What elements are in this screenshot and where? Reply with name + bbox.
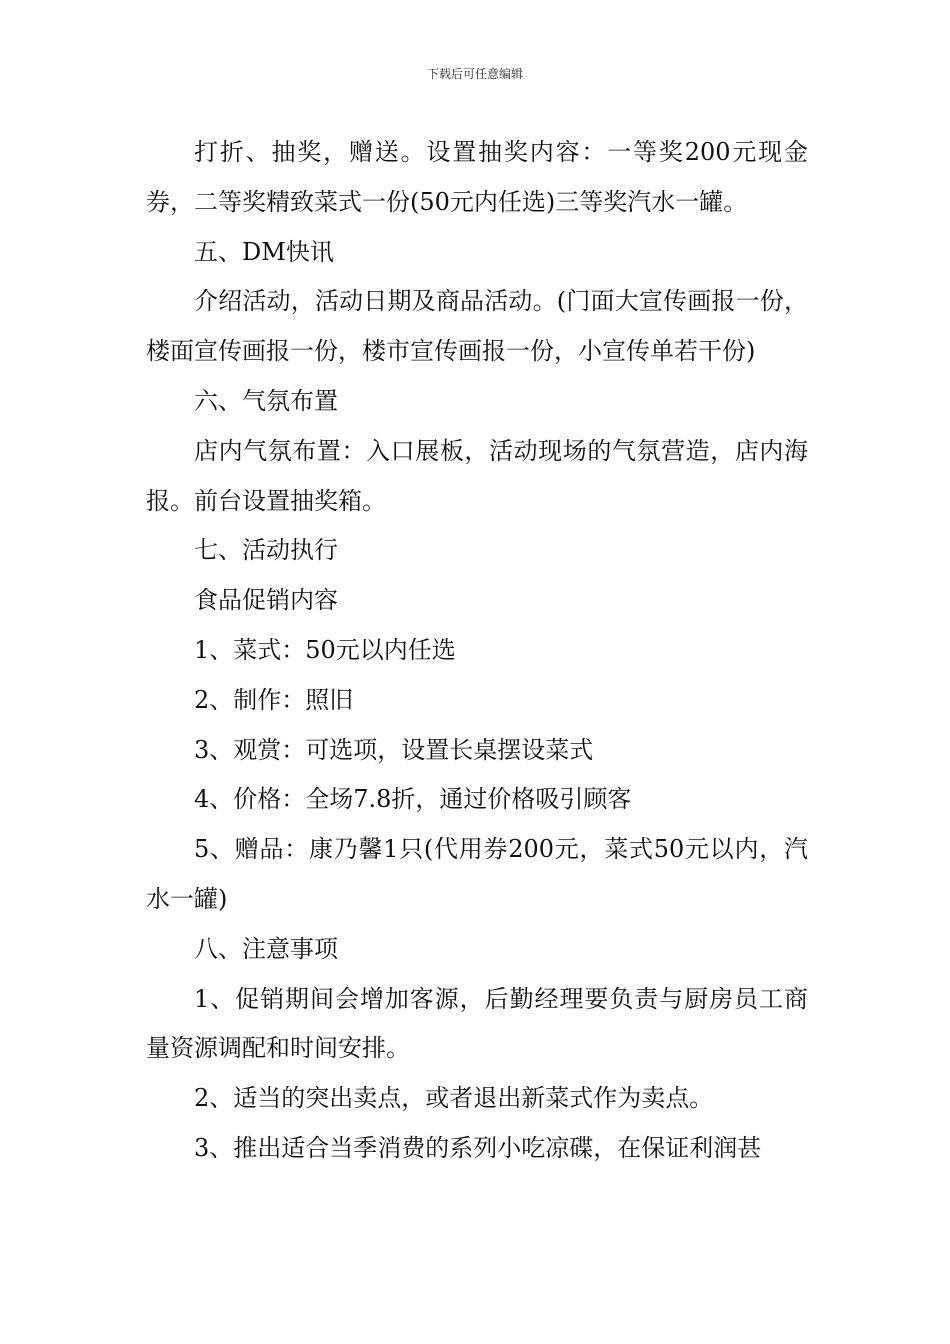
section-heading-notes: 八、注意事项: [194, 934, 338, 963]
paragraph-dm-news: 介绍活动，活动日期及商品活动。(门面大宣传画报一份，楼面宣传画报一份，楼市宣传画报一份，小宣传单若干份): [146, 287, 808, 366]
paragraph-atmosphere: 店内气氛布置：入口展板，活动现场的气氛营造，店内海报。前台设置抽奖箱。: [146, 436, 808, 515]
list-item-display: 3、观赏：可选项，设置长桌摆设菜式: [194, 735, 594, 764]
section-heading-atmosphere: 六、气氛布置: [194, 386, 338, 415]
section-heading-dm-news: 五、DM快讯: [194, 237, 334, 266]
list-item-preparation: 2、制作：照旧: [194, 685, 354, 714]
paragraph-lottery-prizes: 打折、抽奖，赠送。设置抽奖内容：一等奖200元现金券，二等奖精致菜式一份(50元内任选)三等奖汽水一罐。: [146, 138, 808, 216]
list-item-note-selling-points: 2、适当的突出卖点，或者退出新菜式作为卖点。: [194, 1084, 714, 1113]
list-item-dishes: 1、菜式：50元以内任选: [194, 635, 456, 664]
list-item-gifts: 5、赠品：康乃馨1只(代用券200元，菜式50元以内，汽水一罐): [146, 835, 808, 913]
paragraph-food-promotion: 食品促销内容: [194, 586, 338, 615]
list-item-price: 4、价格：全场7.8折，通过价格吸引顾客: [194, 785, 632, 814]
list-item-note-snacks: 3、推出适合当季消费的系列小吃凉碟，在保证利润甚: [194, 1133, 762, 1162]
list-item-note-staffing: 1、促销期间会增加客源，后勤经理要负责与厨房员工商量资源调配和时间安排。: [146, 984, 808, 1063]
page-header-note: 下载后可任意编辑: [426, 67, 523, 81]
document-body: [146, 128, 808, 1174]
section-heading-execution: 七、活动执行: [194, 536, 338, 565]
